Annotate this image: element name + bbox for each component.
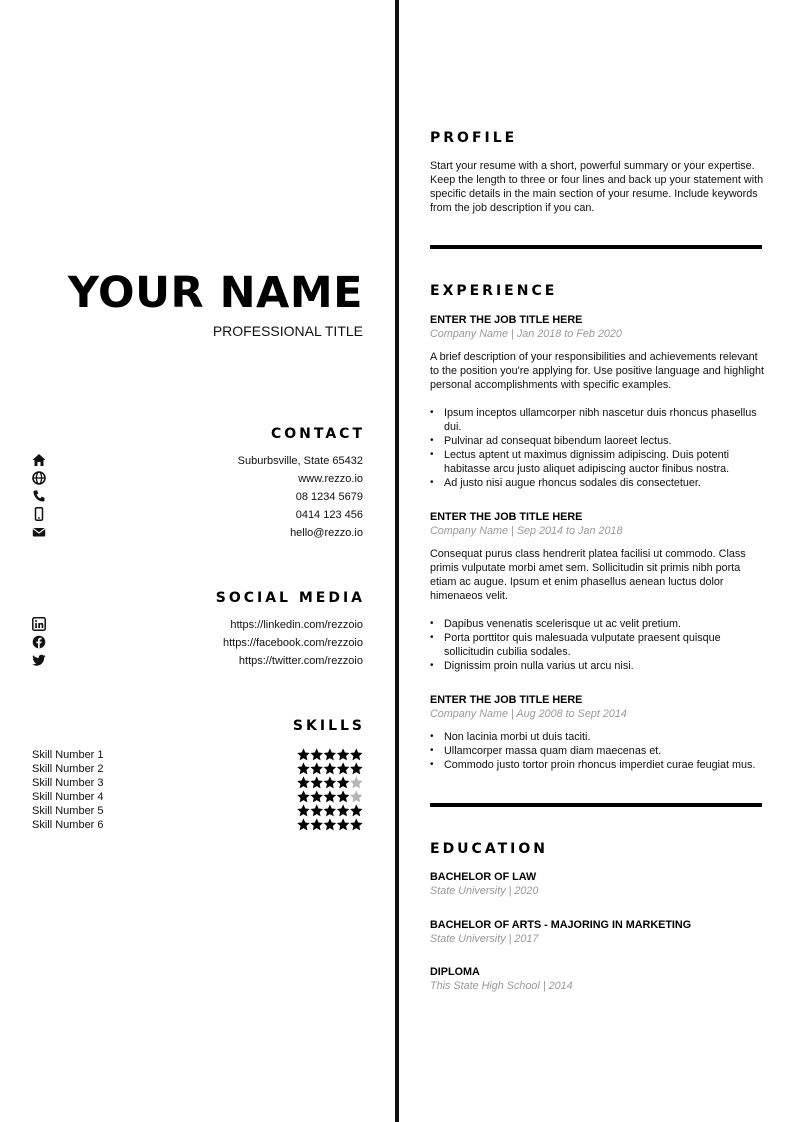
star-filled-icon <box>310 762 323 774</box>
job-meta: Company Name | Jan 2018 to Feb 2020 <box>430 328 622 340</box>
job-bullets <box>430 406 764 490</box>
job-title: ENTER THE JOB TITLE HERE <box>430 694 583 706</box>
job-bullet: • Dignissim proin nulla varius ut arcu nisi. <box>430 659 764 673</box>
job-bullet: • Ipsum inceptos ullamcorper nibh nascetur duis rhoncus phasellus dui. <box>430 406 764 434</box>
social-twitter[interactable] <box>32 653 363 671</box>
star-filled-icon <box>310 818 323 830</box>
job-description: A brief description of your responsibilities and achievements relevant to the position you're applying for. Use positive language and highlight personal accomplishments with specific examples. <box>430 351 764 391</box>
social-linkedin[interactable] <box>32 617 363 635</box>
skill-rating-stars <box>297 818 363 831</box>
star-filled-icon <box>324 790 337 802</box>
contact-email-text: hello@rezzo.io <box>290 527 363 539</box>
star-filled-icon <box>297 762 310 774</box>
skill-label: Skill Number 4 <box>32 791 104 803</box>
skill-row <box>32 791 363 805</box>
job-bullets <box>430 617 764 673</box>
skill-row <box>32 819 363 833</box>
section-rule <box>430 803 762 807</box>
star-filled-icon <box>350 804 363 816</box>
star-filled-icon <box>310 804 323 816</box>
star-empty-icon <box>350 776 363 788</box>
facebook-icon <box>32 635 46 649</box>
profile-heading: PROFILE <box>430 130 518 146</box>
job-bullet: • Dapibus venenatis scelerisque ut ac velit pretium. <box>430 617 764 631</box>
linkedin-icon <box>32 617 46 631</box>
contact-mobile-text: 0414 123 456 <box>295 509 363 521</box>
skill-rating-stars <box>297 776 363 789</box>
star-filled-icon <box>310 790 323 802</box>
skill-rating-stars <box>297 762 363 775</box>
degree-title: BACHELOR OF ARTS - MAJORING IN MARKETING <box>430 919 692 931</box>
star-filled-icon <box>337 804 350 816</box>
star-filled-icon <box>310 776 323 788</box>
star-filled-icon <box>297 748 310 760</box>
star-filled-icon <box>310 748 323 760</box>
contact-website[interactable] <box>32 471 363 489</box>
job-title: ENTER THE JOB TITLE HERE <box>430 314 583 326</box>
degree-title: BACHELOR OF LAW <box>430 871 537 883</box>
skill-label: Skill Number 2 <box>32 763 104 775</box>
star-filled-icon <box>297 804 310 816</box>
job-bullet: • Porta porttitor quis malesuada vulputate praesent quisque sollicitudin cubilia sodales. <box>430 631 764 659</box>
phone-icon <box>32 489 46 503</box>
job-bullet: • Pulvinar ad consequat bibendum laoreet lectus. <box>430 434 764 448</box>
job-bullet: • Lectus aptent ut maximus dignissim adipiscing. Duis potenti habitasse arcu justo aliquet adipiscing auctor finibus nostra. <box>430 448 764 476</box>
job-bullets <box>430 730 764 772</box>
twitter-icon <box>32 653 46 667</box>
skill-label: Skill Number 6 <box>32 819 104 831</box>
star-filled-icon <box>337 748 350 760</box>
profile-summary: Start your resume with a short, powerful summary or your expertise. Keep the length to three or four lines and back up your statement with specific details in the main section of your resume. Include keywords from the job description if you can. <box>430 160 764 214</box>
star-filled-icon <box>324 804 337 816</box>
job-bullet: • Commodo justo tortor proin rhoncus imperdiet curae feugiat mus. <box>430 758 764 772</box>
social-facebook[interactable] <box>32 635 363 653</box>
envelope-icon <box>32 525 46 539</box>
star-empty-icon <box>350 790 363 802</box>
star-filled-icon <box>324 818 337 830</box>
degree-meta: State University | 2020 <box>430 885 539 897</box>
contact-address <box>32 453 363 471</box>
contact-phone <box>32 489 363 507</box>
contact-address-text: Suburbsville, State 65432 <box>237 455 363 467</box>
globe-icon <box>32 471 46 485</box>
star-filled-icon <box>324 776 337 788</box>
contact-phone-text: 08 1234 5679 <box>295 491 363 503</box>
mobile-icon <box>32 507 46 521</box>
skill-rating-stars <box>297 804 363 817</box>
star-filled-icon <box>350 748 363 760</box>
skill-rating-stars <box>297 790 363 803</box>
star-filled-icon <box>337 790 350 802</box>
skill-row <box>32 777 363 791</box>
social-facebook-text: https://facebook.com/rezzoio <box>222 637 363 649</box>
degree-meta: This State High School | 2014 <box>430 980 573 992</box>
name-heading: YOUR NAME <box>67 268 363 318</box>
contact-mobile <box>32 507 363 525</box>
job-title: ENTER THE JOB TITLE HERE <box>430 511 583 523</box>
star-filled-icon <box>337 818 350 830</box>
job-bullet: • Non lacinia morbi ut duis taciti. <box>430 730 764 744</box>
star-filled-icon <box>297 776 310 788</box>
star-filled-icon <box>337 762 350 774</box>
job-meta: Company Name | Aug 2008 to Sept 2014 <box>430 708 627 720</box>
education-heading: EDUCATION <box>430 841 548 857</box>
degree-meta: State University | 2017 <box>430 933 539 945</box>
home-icon <box>32 453 46 467</box>
skill-label: Skill Number 3 <box>32 777 104 789</box>
star-filled-icon <box>324 762 337 774</box>
contact-email[interactable] <box>32 525 363 543</box>
column-divider <box>395 0 399 1122</box>
social-media-heading: SOCIAL MEDIA <box>215 590 365 606</box>
degree-title: DIPLOMA <box>430 966 480 978</box>
skill-label: Skill Number 5 <box>32 805 104 817</box>
social-twitter-text: https://twitter.com/rezzoio <box>238 655 363 667</box>
star-filled-icon <box>350 818 363 830</box>
star-filled-icon <box>297 818 310 830</box>
job-bullet: • Ullamcorper massa quam diam maecenas et. <box>430 744 764 758</box>
contact-website-text: www.rezzo.io <box>298 473 363 485</box>
experience-heading: EXPERIENCE <box>430 283 558 299</box>
job-meta: Company Name | Sep 2014 to Jan 2018 <box>430 525 623 537</box>
contact-heading: CONTACT <box>270 426 365 442</box>
skill-row <box>32 749 363 763</box>
skill-row <box>32 805 363 819</box>
skill-rating-stars <box>297 748 363 761</box>
skill-label: Skill Number 1 <box>32 749 104 761</box>
skills-heading: SKILLS <box>292 718 365 734</box>
professional-title: PROFESSIONAL TITLE <box>212 323 363 339</box>
job-description: Consequat purus class hendrerit platea facilisi ut commodo. Class primis vulputate morbi amet sem. Sollicitudin sit primis nibh porta etiam ac augue. Ipsum et enim phasellus aenean luctus dolor himenaeos velit. <box>430 548 746 602</box>
section-rule <box>430 245 762 249</box>
star-filled-icon <box>350 762 363 774</box>
job-bullet: • Ad justo nisi augue rhoncus sodales dis consectetuer. <box>430 476 764 490</box>
star-filled-icon <box>297 790 310 802</box>
social-linkedin-text: https://linkedin.com/rezzoio <box>230 619 363 631</box>
star-filled-icon <box>337 776 350 788</box>
skill-row <box>32 763 363 777</box>
star-filled-icon <box>324 748 337 760</box>
